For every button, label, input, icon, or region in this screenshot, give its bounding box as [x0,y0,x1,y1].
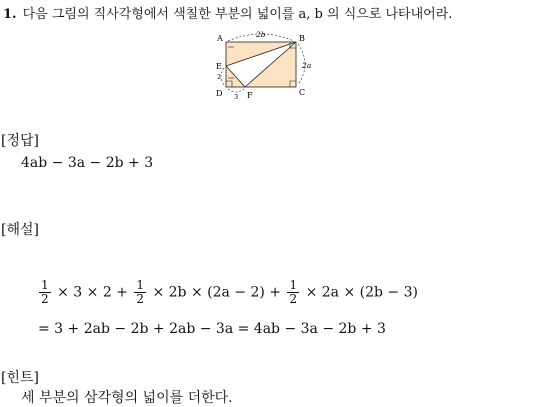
answer-header: [정답] [1,133,39,149]
answer-expression: 4ab − 3a − 2b + 3 [21,155,154,171]
problem-statement [3,3,452,22]
problem-text: 다음 그림의 직사각형에서 색칠한 부분의 넓이를 a, b 의 식으로 나타내어라. [22,7,453,22]
explanation-header: [해설] [1,222,39,238]
label-B: B [299,34,305,43]
term2: × 2b × (2a − 2) + [152,284,282,301]
label-C: C [299,88,306,97]
label-right-length: 2a [302,61,312,70]
fraction-half-3: $\frac{1}{2}$ [289,278,298,306]
explanation-line1 [37,279,418,306]
hint-header: [힌트] [1,370,39,386]
fraction-half-1: $\frac{1}{2}$ [41,278,49,306]
label-left-small: 2 [217,73,222,81]
rectangle-figure [212,30,322,102]
label-F: F [247,91,253,100]
term3: × 2a × (2b − 3) [305,284,418,301]
term1: × 3 × 2 + [57,284,128,301]
fraction-half-2: $\frac{1}{2}$ [136,278,144,306]
explanation-line2: = 3 + 2ab − 2b + 2ab − 3a = 4ab − 3a − 2b + 3 [38,321,386,337]
label-top-length: 2b [256,30,266,39]
label-A: A [217,34,223,43]
problem-number: 1. [3,7,17,22]
label-E: E [216,62,222,71]
hint-text: 세 부분의 삼각형의 넓이를 더한다. [21,390,233,406]
dimension-arc-bottom [228,89,244,92]
label-D: D [216,89,223,98]
label-bottom-small: 3 [234,93,239,101]
